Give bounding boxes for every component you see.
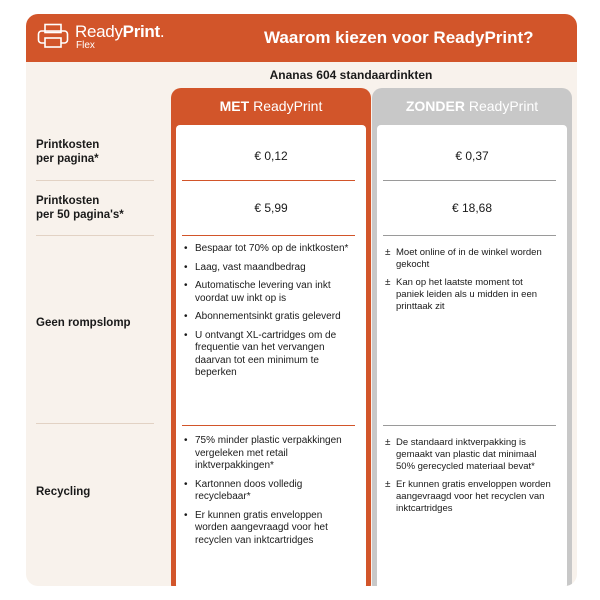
column-prefix: MET [219, 98, 250, 114]
divider [36, 423, 154, 424]
list-item: ± Kan op het laatste moment tot paniek leiden als u midden in een printtaak zit [385, 277, 551, 313]
row-label-line: Printkosten [36, 139, 100, 151]
brand-light: Ready [75, 22, 123, 41]
list-item: • Er kunnen gratis enveloppen worden aangevraagd voor het recyclen van inktcartridges [184, 510, 352, 548]
list-item: • Laag, vast maandbedrag [184, 262, 352, 275]
list-item: • Kartonnen doos volledig recyclebaar* [184, 479, 352, 504]
page-title: Waarom kiezen voor ReadyPrint? [264, 28, 534, 47]
divider [383, 180, 556, 181]
column-name: ReadyPrint [468, 98, 539, 114]
column-without-readyprint [372, 88, 572, 586]
cost-per-50-without: € 18,68 [451, 201, 493, 215]
column-header-without [372, 98, 572, 114]
list-item: • Automatische levering van inkt voordat uw inkt op is [184, 280, 352, 305]
column-prefix: ZONDER [405, 98, 465, 114]
header-bar [26, 14, 577, 62]
divider [182, 235, 355, 236]
cost-per-page-with: € 0,12 [254, 149, 288, 163]
readyprint-logo [37, 23, 164, 53]
brand-mark: . [159, 22, 165, 41]
row-label-line: per 50 pagina's* [36, 209, 124, 221]
divider [36, 180, 154, 181]
list-item: ± Er kunnen gratis enveloppen worden aangevraagd voor het recyclen van inktcartridges [385, 479, 551, 515]
divider [182, 180, 355, 181]
row-label-cost-50 [36, 194, 124, 222]
brand-sub: Flex [76, 40, 95, 51]
list-item: ± Moet online of in de winkel worden gekocht [385, 247, 551, 271]
brand-bold: Print [122, 22, 160, 41]
divider [36, 235, 154, 236]
comparison-card [26, 14, 577, 586]
hassle-list-with [184, 243, 352, 386]
row-label-cost-page [36, 138, 99, 166]
divider [383, 235, 556, 236]
divider [182, 425, 355, 426]
hassle-list-without [385, 247, 551, 319]
row-label-line: Printkosten [36, 195, 100, 207]
subtitle: Ananas 604 standaardinkten [269, 68, 433, 82]
cost-per-50-with: € 5,99 [254, 201, 288, 215]
row-label-recycling: Recycling [36, 486, 91, 498]
list-item: • Abonnementsinkt gratis geleverd [184, 311, 352, 324]
divider [383, 425, 556, 426]
column-name: ReadyPrint [253, 98, 323, 114]
cost-per-page-without: € 0,37 [455, 149, 489, 163]
column-body-without [377, 125, 567, 586]
recycling-list-with [184, 435, 352, 553]
list-item: • Bespaar tot 70% op de inktkosten* [184, 243, 352, 256]
row-label-line: per pagina* [36, 153, 99, 165]
list-item: • 75% minder plastic verpakkingen vergeleken met retail inktverpakkingen* [184, 435, 352, 473]
column-with-readyprint [171, 88, 371, 586]
column-header-with [171, 98, 371, 114]
list-item: ± De standaard inktverpakking is gemaakt van plastic dat minimaal 50% gerecycled materiaal bevat* [385, 437, 551, 473]
column-body-with [176, 125, 366, 586]
list-item: • U ontvangt XL-cartridges om de frequentie van het vervangen daarvan tot een minimum te beperken [184, 330, 352, 380]
recycling-list-without [385, 437, 551, 521]
row-label-hassle: Geen rompslomp [36, 317, 131, 329]
printer-icon [37, 23, 69, 49]
